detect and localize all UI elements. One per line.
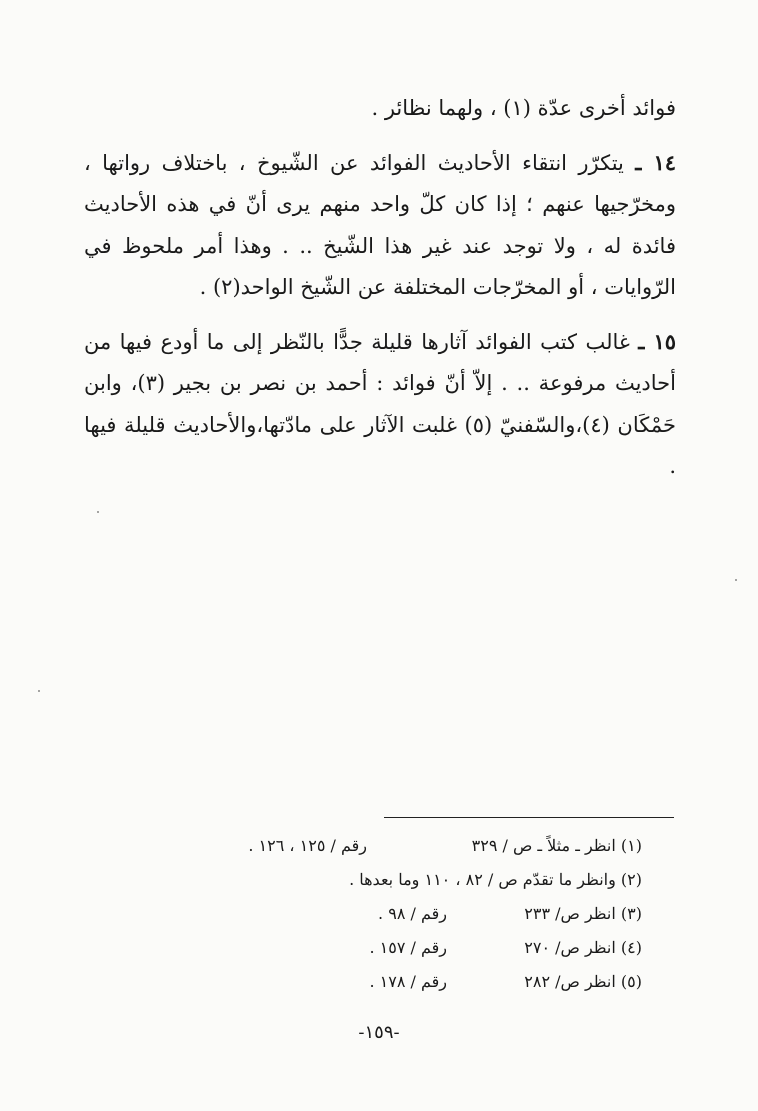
footnote-ref: (٥) انظر ص/ ٢٨٢ <box>524 972 642 991</box>
footnote-ref: (٤) انظر ص/ ٢٧٠ <box>524 938 642 957</box>
footnote-number: رقم / ١٢٥ ، ١٢٦ . <box>248 836 367 855</box>
footnote-separator <box>384 817 674 818</box>
footnote-3 <box>120 897 642 931</box>
footnote-ref: (١) انظر ـ مثلاً ـ ص / ٣٢٩ <box>471 836 642 855</box>
paragraph-14 <box>84 142 676 309</box>
main-text <box>84 88 676 488</box>
footnote-1 <box>120 829 642 863</box>
paragraph-continuation: فوائد أخرى عدّة (١) ، ولهما نظائر . <box>371 96 676 120</box>
speck <box>97 511 99 513</box>
speck <box>735 579 737 581</box>
footnote-5 <box>120 965 642 999</box>
paragraph-15 <box>84 321 676 488</box>
paragraph-text: يتكرّر انتقاء الأحاديث الفوائد عن الشّيوخ ، باختلاف رواتها ، ومخرّجيها عنهم ؛ إذا كان كلّ واحد منهم يرى أنّ في هذه الأحاديث فائدة له ، ولا توجد عند غير هذا الشّيخ .. . وهذا أمر ملحوظ في الرّوايات ، أو المخرّجات المختلفة عن الشّيخ الواحد(٢) . <box>84 150 676 299</box>
footnotes <box>120 829 642 999</box>
page-number: -١٥٩- <box>358 1022 400 1043</box>
footnote-number <box>367 829 447 863</box>
footnote-number: رقم / ١٥٧ . <box>369 938 447 957</box>
footnote-number: رقم / ٩٨ . <box>378 904 447 923</box>
footnote-4 <box>120 931 642 965</box>
paragraph-number: ١٤ ـ <box>635 149 676 175</box>
footnote-number <box>367 863 447 897</box>
footnote-ref: (٢) وانظر ما تقدّم ص / ٨٢ ، ١١٠ وما بعدها . <box>349 870 642 889</box>
paragraph-number: ١٥ ـ <box>638 328 676 354</box>
footnote-number: رقم / ١٧٨ . <box>369 972 447 991</box>
speck <box>38 690 40 692</box>
paragraph-text: غالب كتب الفوائد آثارها قليلة جدًّا بالنّظر إلى ما أودع فيها من أحاديث مرفوعة .. . إلاّ أنّ فوائد : أحمد بن نصر بن بجير (٣)، وابن حَمْكَان (٤)،والسّفنيّ (٥) غلبت الآثار على مادّتها،والأحاديث قليلة فيها . <box>84 329 677 478</box>
footnote-2 <box>120 863 642 897</box>
footnote-ref: (٣) انظر ص/ ٢٣٣ <box>524 904 642 923</box>
